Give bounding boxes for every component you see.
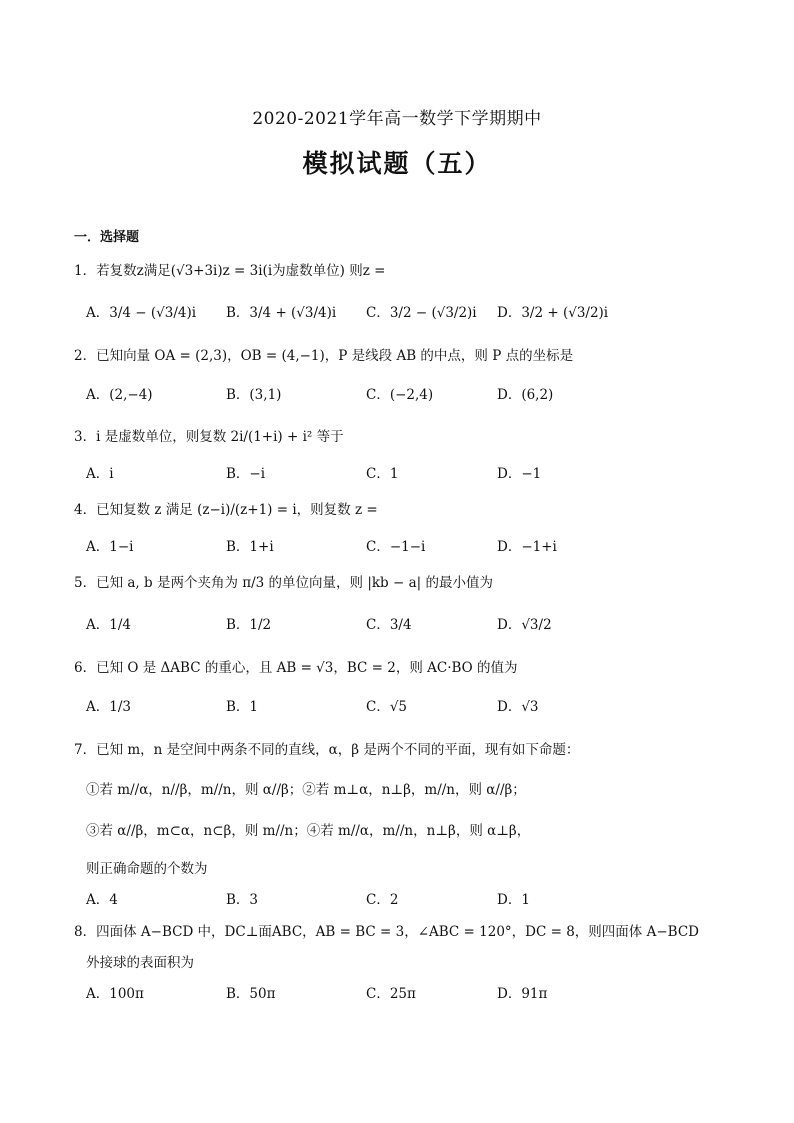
question-4-option-d: D．−1+i: [497, 539, 557, 555]
question-8-option-c: C．25π: [366, 986, 416, 1002]
question-8-stem-continued: 外接球的表面积为: [86, 955, 194, 971]
question-5-option-a: A．1/4: [86, 617, 131, 633]
question-2-option-b: B．(3,1): [226, 387, 282, 403]
question-3-option-a: A．i: [86, 466, 114, 482]
question-1-option-c: C．3/2 − (√3/2)i: [366, 305, 477, 321]
question-4-option-a: A．1−i: [86, 539, 134, 555]
question-3-option-d: D．−1: [497, 466, 542, 482]
question-7-option-a: A．4: [86, 892, 118, 908]
question-2-option-a: A．(2,−4): [86, 387, 153, 403]
question-8-stem: 8．四面体 A−BCD 中，DC⊥面ABC，AB = BC = 3，∠ABC = 120°，DC = 8，则四面体 A−BCD: [74, 924, 699, 940]
question-6-option-d: D．√3: [497, 699, 539, 715]
question-4-option-c: C．−1−i: [366, 539, 426, 555]
question-7-prompt: 则正确命题的个数为: [86, 861, 208, 877]
question-8-option-d: D．91π: [497, 986, 548, 1002]
question-6-option-c: C．√5: [366, 699, 408, 715]
question-7-option-b: B．3: [226, 892, 259, 908]
question-3-option-b: B．−i: [226, 466, 266, 482]
question-2-option-c: C．(−2,4): [366, 387, 434, 403]
question-8-option-a: A．100π: [86, 986, 144, 1002]
question-7-proposition-line: ①若 m//α，n//β，m//n，则 α//β；②若 m⊥α，n⊥β，m//n，则 α//β；: [86, 782, 526, 798]
question-7-proposition-line: ③若 α//β，m⊂α，n⊂β，则 m//n；④若 m//α，m//n，n⊥β，则 α⊥β，: [86, 823, 531, 839]
question-4-option-b: B．1+i: [226, 539, 274, 555]
question-4-stem: 4．已知复数 z 满足 (z−i)/(z+1) = i，则复数 z =: [74, 502, 378, 518]
question-6-stem: 6．已知 O 是 ΔABC 的重心，且 AB = √3，BC = 2，则 AC·BO 的值为: [74, 660, 518, 676]
question-2-stem: 2．已知向量 OA = (2,3)，OB = (4,−1)，P 是线段 AB 的中点，则 P 点的坐标是: [74, 348, 574, 364]
question-5-stem: 5．已知 a, b 是两个夹角为 π/3 的单位向量，则 |kb − a| 的最小值为: [74, 575, 493, 591]
question-1-stem: 1．若复数z满足(√3+3i)z = 3i(i为虚数单位) 则z =: [74, 263, 386, 279]
question-5-option-c: C．3/4: [366, 617, 412, 633]
section-heading: 一．选择题: [74, 230, 140, 245]
question-7-option-d: D．1: [497, 892, 530, 908]
question-6-option-b: B．1: [226, 699, 259, 715]
exam-title: 2020-2021学年高一数学下学期期中: [252, 109, 542, 129]
question-5-option-b: B．1/2: [226, 617, 272, 633]
question-5-option-d: D．√3/2: [497, 617, 552, 633]
question-8-option-b: B．50π: [226, 986, 276, 1002]
question-1-option-a: A．3/4 − (√3/4)i: [86, 305, 197, 321]
question-1-option-d: D．3/2 + (√3/2)i: [497, 305, 609, 321]
question-6-option-a: A．1/3: [86, 699, 131, 715]
exam-subtitle: 模拟试题（五）: [302, 149, 492, 178]
question-7-option-c: C．2: [366, 892, 399, 908]
question-3-stem: 3．i 是虚数单位，则复数 2i/(1+i) + i² 等于: [74, 429, 344, 445]
question-3-option-c: C．1: [366, 466, 399, 482]
question-1-option-b: B．3/4 + (√3/4)i: [226, 305, 337, 321]
question-7-stem: 7．已知 m，n 是空间中两条不同的直线，α，β 是两个不同的平面，现有如下命题：: [74, 742, 580, 758]
question-2-option-d: D．(6,2): [497, 387, 554, 403]
